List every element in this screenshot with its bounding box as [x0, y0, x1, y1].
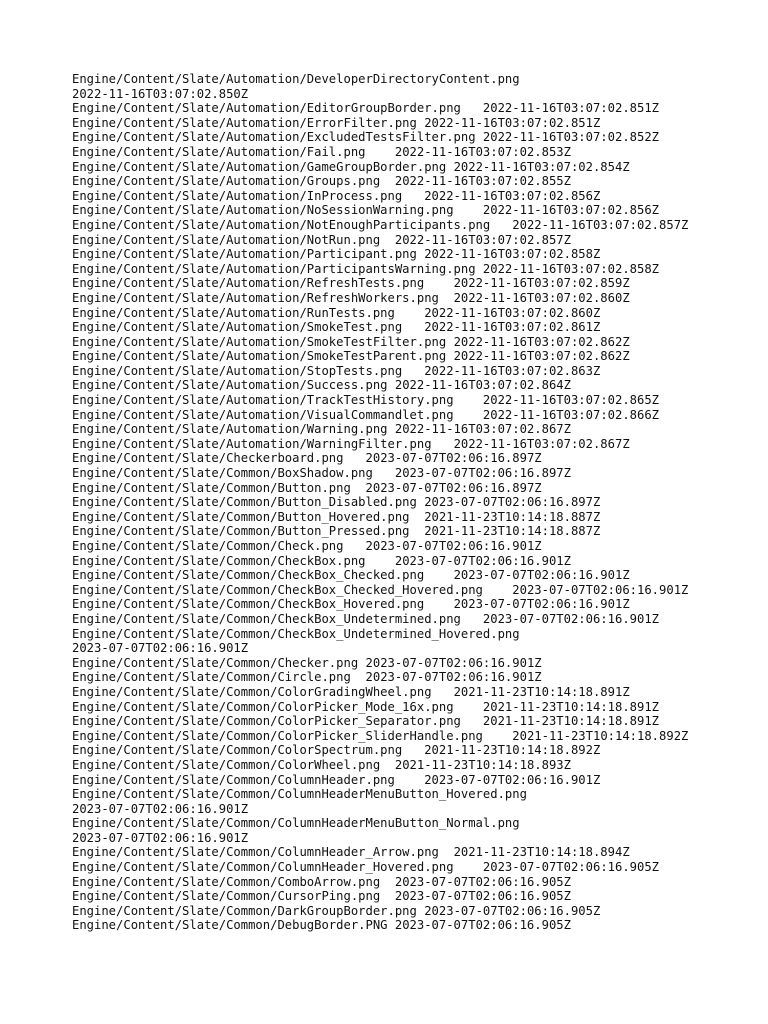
column-gap [446, 335, 453, 349]
file-timestamp: 2023-07-07T02:06:16.901Z [72, 641, 249, 656]
column-gap [351, 481, 366, 495]
file-timestamp: 2022-11-16T03:07:02.860Z [424, 305, 601, 320]
file-path: Engine/Content/Slate/Automation/SmokeTest.png [72, 320, 403, 335]
file-row [72, 262, 702, 277]
file-row [72, 203, 702, 218]
file-path: Engine/Content/Slate/Common/CheckBox_Hovered.png [72, 597, 425, 612]
file-timestamp: 2022-11-16T03:07:02.856Z [482, 203, 660, 218]
file-timestamp: 2022-11-16T03:07:02.850Z [72, 86, 249, 101]
column-gap [366, 145, 395, 159]
file-path: Engine/Content/Slate/Common/Button_Pressed.png [72, 524, 410, 539]
file-timestamp: 2023-07-07T02:06:16.901Z [453, 568, 630, 583]
column-gap [380, 889, 395, 903]
column-gap [461, 101, 483, 115]
column-gap [439, 845, 454, 859]
file-path: Engine/Content/Slate/Automation/RefreshWorkers.png [72, 290, 439, 305]
file-path: Engine/Content/Slate/Automation/StopTests.png [72, 363, 403, 378]
column-gap [483, 729, 512, 743]
file-row [72, 554, 702, 569]
file-timestamp: 2022-11-16T03:07:02.862Z [453, 349, 630, 364]
file-row [72, 160, 702, 175]
file-path: Engine/Content/Slate/Automation/Groups.png [72, 174, 381, 189]
file-path: Engine/Content/Slate/Automation/Success.png [72, 378, 388, 393]
file-timestamp: 2022-11-16T03:07:02.866Z [482, 407, 660, 422]
file-path: Engine/Content/Slate/Common/CheckBox_Checked.png [72, 568, 425, 583]
file-row [72, 408, 702, 423]
column-gap [402, 743, 424, 757]
file-path: Engine/Content/Slate/Common/Button_Hovered.png [72, 509, 410, 524]
file-timestamp: 2022-11-16T03:07:02.857Z [394, 232, 571, 247]
file-timestamp: 2021-11-23T10:14:18.894Z [453, 845, 630, 860]
file-path: Engine/Content/Slate/Common/DarkGroupBorder.png [72, 903, 417, 918]
file-path: Engine/Content/Slate/Common/ColumnHeader_Hovered.png [72, 860, 454, 875]
file-path: Engine/Content/Slate/Common/CheckBox_Undetermined.png [72, 611, 461, 626]
file-path: Engine/Content/Slate/Automation/NotRun.png [72, 232, 381, 247]
file-path: Engine/Content/Slate/Automation/EditorGroupBorder.png [72, 101, 461, 116]
file-path: Engine/Content/Slate/Common/DebugBorder.PNG [72, 918, 388, 933]
file-path: Engine/Content/Slate/Common/ColumnHeaderMenuButton_Normal.png [72, 816, 520, 831]
file-timestamp: 2022-11-16T03:07:02.851Z [424, 115, 601, 130]
file-path: Engine/Content/Slate/Automation/WarningFilter.png [72, 436, 432, 451]
file-row [72, 349, 702, 364]
file-row [72, 101, 702, 116]
file-row [72, 116, 702, 131]
file-timestamp: 2023-07-07T02:06:16.905Z [394, 918, 571, 933]
file-row [72, 583, 702, 598]
file-path: Engine/Content/Slate/Common/ColorPicker_Mode_16x.png [72, 699, 454, 714]
file-path: Engine/Content/Slate/Common/Checker.png [72, 655, 359, 670]
file-row [72, 875, 702, 890]
file-path: Engine/Content/Slate/Common/CheckBox.png [72, 553, 366, 568]
file-path: Engine/Content/Slate/Common/Circle.png [72, 670, 351, 685]
column-gap [476, 262, 483, 276]
file-row [72, 174, 702, 189]
file-path: Engine/Content/Slate/Automation/SmokeTestParent.png [72, 349, 447, 364]
file-timestamp: 2022-11-16T03:07:02.862Z [453, 334, 630, 349]
column-gap [424, 568, 453, 582]
file-path: Engine/Content/Slate/Automation/Participant.png [72, 247, 417, 262]
column-gap [380, 875, 395, 889]
file-row [72, 918, 702, 933]
file-row [72, 685, 702, 700]
column-gap [454, 408, 483, 422]
file-row [72, 904, 702, 919]
file-timestamp: 2023-07-07T02:06:16.901Z [394, 553, 571, 568]
column-gap [483, 583, 512, 597]
file-timestamp: 2023-07-07T02:06:16.905Z [424, 903, 601, 918]
file-row [72, 320, 702, 335]
column-gap [388, 422, 395, 436]
file-path: Engine/Content/Slate/Automation/ParticipantsWarning.png [72, 261, 476, 276]
file-path: Engine/Content/Slate/Common/CheckBox_Checked_Hovered.png [72, 582, 483, 597]
file-timestamp: 2023-07-07T02:06:16.901Z [482, 611, 660, 626]
file-row [72, 291, 702, 306]
file-path: Engine/Content/Slate/Common/ColumnHeader.png [72, 772, 395, 787]
file-timestamp: 2021-11-23T10:14:18.887Z [424, 524, 601, 539]
file-row [72, 860, 702, 875]
file-row [72, 393, 702, 408]
column-gap [461, 714, 483, 728]
file-row [72, 627, 702, 656]
file-timestamp: 2021-11-23T10:14:18.892Z [512, 728, 689, 743]
file-timestamp: 2022-11-16T03:07:02.864Z [394, 378, 571, 393]
file-path: Engine/Content/Slate/Automation/Fail.png [72, 144, 366, 159]
file-timestamp: 2022-11-16T03:07:02.863Z [424, 363, 601, 378]
column-gap [366, 554, 395, 568]
column-gap [351, 670, 366, 684]
file-row [72, 422, 702, 437]
column-gap [410, 524, 425, 538]
column-gap [424, 276, 453, 290]
file-row [72, 597, 702, 612]
file-timestamp: 2022-11-16T03:07:02.858Z [482, 261, 660, 276]
file-row [72, 451, 702, 466]
file-timestamp: 2023-07-07T02:06:16.905Z [482, 860, 660, 875]
file-timestamp: 2023-07-07T02:06:16.897Z [394, 466, 571, 481]
column-gap [402, 189, 424, 203]
file-timestamp: 2022-11-16T03:07:02.851Z [482, 101, 660, 116]
file-row [72, 845, 702, 860]
file-path: Engine/Content/Slate/Common/CheckBox_Undetermined_Hovered.png [72, 626, 520, 641]
file-path: Engine/Content/Slate/Common/Button.png [72, 480, 351, 495]
file-row [72, 276, 702, 291]
file-row [72, 218, 702, 233]
column-gap [424, 597, 453, 611]
file-timestamp: 2022-11-16T03:07:02.858Z [424, 247, 601, 262]
file-path: Engine/Content/Slate/Automation/ErrorFilter.png [72, 115, 417, 130]
file-row [72, 524, 702, 539]
file-row [72, 145, 702, 160]
column-gap [388, 378, 395, 392]
file-timestamp: 2022-11-16T03:07:02.854Z [453, 159, 630, 174]
file-path: Engine/Content/Slate/Automation/SmokeTestFilter.png [72, 334, 447, 349]
file-row [72, 670, 702, 685]
column-gap [388, 918, 395, 932]
file-path: Engine/Content/Slate/Common/ColorSpectrum.png [72, 743, 403, 758]
file-path: Engine/Content/Slate/Common/Button_Disabled.png [72, 495, 417, 510]
file-timestamp: 2022-11-16T03:07:02.859Z [453, 276, 630, 291]
file-path: Engine/Content/Slate/Automation/TrackTestHistory.png [72, 393, 454, 408]
file-row [72, 189, 702, 204]
file-row [72, 510, 702, 525]
file-timestamp: 2022-11-16T03:07:02.855Z [394, 174, 571, 189]
file-row [72, 378, 702, 393]
column-gap [439, 291, 454, 305]
file-row [72, 656, 702, 671]
file-timestamp: 2022-11-16T03:07:02.857Z [512, 217, 689, 232]
file-timestamp: 2021-11-23T10:14:18.892Z [424, 743, 601, 758]
column-gap [410, 510, 425, 524]
file-row [72, 437, 702, 452]
file-row [72, 495, 702, 510]
file-timestamp: 2022-11-16T03:07:02.867Z [394, 422, 571, 437]
file-path: Engine/Content/Slate/Automation/ExcludedTestsFilter.png [72, 130, 476, 145]
file-timestamp: 2023-07-07T02:06:16.905Z [394, 874, 571, 889]
file-row [72, 714, 702, 729]
column-gap [461, 612, 483, 626]
file-row [72, 539, 702, 554]
file-timestamp: 2021-11-23T10:14:18.887Z [424, 509, 601, 524]
file-path: Engine/Content/Slate/Common/ColumnHeader_Arrow.png [72, 845, 439, 860]
file-timestamp: 2023-07-07T02:06:16.897Z [365, 451, 542, 466]
column-gap [454, 203, 483, 217]
file-row [72, 816, 702, 845]
file-timestamp: 2022-11-16T03:07:02.867Z [453, 436, 630, 451]
file-timestamp: 2021-11-23T10:14:18.891Z [482, 714, 660, 729]
file-path: Engine/Content/Slate/Automation/NotEnoughParticipants.png [72, 217, 491, 232]
file-row [72, 481, 702, 496]
column-gap [344, 539, 366, 553]
file-timestamp: 2022-11-16T03:07:02.852Z [482, 130, 660, 145]
file-timestamp: 2023-07-07T02:06:16.901Z [365, 655, 542, 670]
file-timestamp: 2022-11-16T03:07:02.865Z [482, 393, 660, 408]
column-gap [454, 860, 483, 874]
file-timestamp: 2023-07-07T02:06:16.901Z [512, 582, 689, 597]
file-path: Engine/Content/Slate/Automation/NoSessionWarning.png [72, 203, 454, 218]
file-path: Engine/Content/Slate/Common/ColorWheel.png [72, 757, 381, 772]
file-path: Engine/Content/Slate/Automation/DeveloperDirectoryContent.png [72, 72, 520, 86]
file-timestamp: 2023-07-07T02:06:16.901Z [72, 801, 249, 816]
file-row [72, 773, 702, 788]
file-path: Engine/Content/Slate/Common/ColorPicker_SliderHandle.png [72, 728, 483, 743]
file-row [72, 743, 702, 758]
column-gap [432, 437, 454, 451]
column-gap [520, 72, 542, 86]
file-row [72, 729, 702, 744]
column-gap [344, 451, 366, 465]
file-row [72, 247, 702, 262]
file-row [72, 130, 702, 145]
column-gap [402, 320, 424, 334]
file-timestamp: 2022-11-16T03:07:02.860Z [453, 290, 630, 305]
file-timestamp: 2022-11-16T03:07:02.861Z [424, 320, 601, 335]
column-gap [432, 685, 454, 699]
file-timestamp: 2023-07-07T02:06:16.901Z [365, 670, 542, 685]
file-timestamp: 2023-07-07T02:06:16.905Z [394, 889, 571, 904]
file-path: Engine/Content/Slate/Common/BoxShadow.png [72, 466, 373, 481]
file-row [72, 787, 702, 816]
file-row [72, 568, 702, 583]
file-path: Engine/Content/Slate/Automation/Warning.png [72, 422, 388, 437]
column-gap [380, 174, 395, 188]
file-timestamp: 2021-11-23T10:14:18.891Z [482, 699, 660, 714]
file-timestamp: 2022-11-16T03:07:02.856Z [424, 188, 601, 203]
file-path: Engine/Content/Slate/Automation/RefreshTests.png [72, 276, 425, 291]
file-listing [72, 72, 702, 933]
file-timestamp: 2023-07-07T02:06:16.901Z [424, 772, 601, 787]
file-row [72, 72, 702, 101]
column-gap [395, 773, 424, 787]
column-gap [373, 466, 395, 480]
file-row [72, 700, 702, 715]
column-gap [380, 758, 395, 772]
column-gap [358, 656, 365, 670]
file-row [72, 466, 702, 481]
file-timestamp: 2021-11-23T10:14:18.893Z [394, 757, 571, 772]
column-gap [490, 218, 512, 232]
file-path: Engine/Content/Slate/Automation/InProcess.png [72, 188, 403, 203]
file-path: Engine/Content/Slate/Common/Check.png [72, 539, 344, 553]
column-gap [454, 700, 483, 714]
file-timestamp: 2023-07-07T02:06:16.901Z [453, 597, 630, 612]
file-row [72, 306, 702, 321]
file-row [72, 612, 702, 627]
file-path: Engine/Content/Slate/Common/CursorPing.png [72, 889, 381, 904]
file-path: Engine/Content/Slate/Common/ColumnHeaderMenuButton_Hovered.png [72, 787, 527, 802]
file-timestamp: 2023-07-07T02:06:16.901Z [72, 830, 249, 845]
file-row [72, 233, 702, 248]
file-path: Engine/Content/Slate/Automation/GameGroupBorder.png [72, 159, 447, 174]
column-gap [476, 130, 483, 144]
column-gap [446, 349, 453, 363]
column-gap [520, 816, 542, 830]
file-row [72, 335, 702, 350]
file-path: Engine/Content/Slate/Checkerboard.png [72, 451, 344, 466]
file-path: Engine/Content/Slate/Automation/RunTests.png [72, 305, 395, 320]
file-path: Engine/Content/Slate/Common/ComboArrow.png [72, 874, 381, 889]
column-gap [402, 364, 424, 378]
file-timestamp: 2023-07-07T02:06:16.901Z [365, 539, 542, 553]
file-path: Engine/Content/Slate/Common/ColorGradingWheel.png [72, 684, 432, 699]
file-timestamp: 2023-07-07T02:06:16.897Z [365, 480, 542, 495]
file-row [72, 889, 702, 904]
file-path: Engine/Content/Slate/Automation/VisualCommandlet.png [72, 407, 454, 422]
file-row [72, 758, 702, 773]
column-gap [527, 787, 542, 801]
file-timestamp: 2022-11-16T03:07:02.853Z [394, 144, 571, 159]
file-row [72, 364, 702, 379]
column-gap [520, 627, 542, 641]
column-gap [380, 233, 395, 247]
column-gap [454, 393, 483, 407]
column-gap [446, 160, 453, 174]
file-timestamp: 2023-07-07T02:06:16.897Z [424, 495, 601, 510]
file-path: Engine/Content/Slate/Common/ColorPicker_Separator.png [72, 714, 461, 729]
file-timestamp: 2021-11-23T10:14:18.891Z [453, 684, 630, 699]
column-gap [395, 306, 424, 320]
